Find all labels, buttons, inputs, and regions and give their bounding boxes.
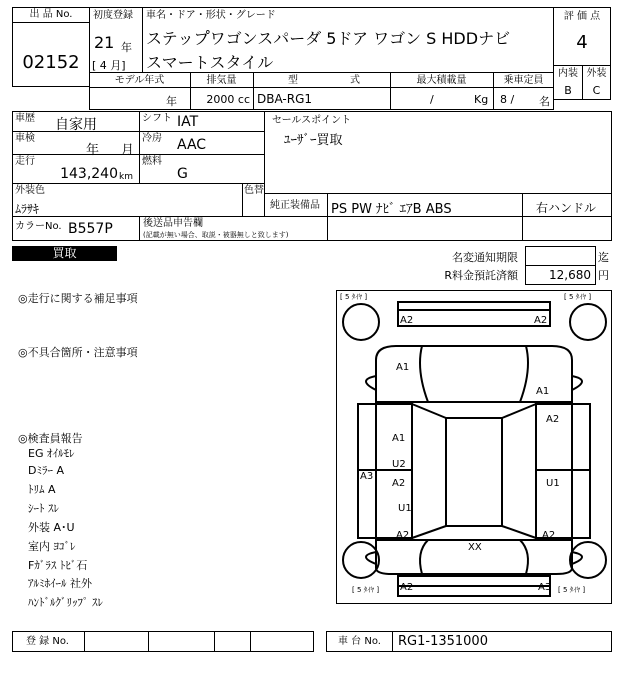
mark-front-bumper-left: A2	[400, 315, 414, 326]
inspector-title: ◎検査員報告	[18, 432, 83, 445]
color-label: 外装色	[15, 185, 45, 196]
inspector-item: 室内 ﾖｺﾞﾚ	[28, 540, 76, 553]
wheel-rear-right	[570, 542, 606, 578]
inspector-item: Fｶﾞﾗｽ ﾄﾋﾞ石	[28, 559, 88, 572]
first-reg-label: 初度登録	[93, 10, 133, 21]
color-value: ﾑﾗｻｷ	[15, 202, 40, 216]
recycle-unit: 円	[598, 269, 609, 282]
equip-divider	[522, 193, 523, 217]
inspection-label: 車検	[15, 133, 35, 144]
lot-no-label: 出 品 No.	[29, 9, 73, 20]
inspection-month-unit: 月	[121, 143, 135, 158]
ac-value: AAC	[177, 137, 207, 153]
color-no-value: B557P	[68, 221, 113, 237]
car-name-line1: ステップ゚ワゴンスパーダ 5ドア ワゴン S HDDナビ	[146, 29, 511, 48]
post-send-label: 後送品申告欄	[143, 218, 203, 229]
displacement-label: 排気量	[206, 75, 237, 86]
roof-shape	[446, 418, 502, 526]
mark-left-side: A3	[360, 471, 374, 482]
driving-notes-title: ◎走行に関する補足事項	[18, 292, 138, 305]
buy-badge: 買取	[12, 246, 117, 261]
max-load-value: /	[430, 93, 434, 106]
mark-left-front-door: U2	[392, 459, 406, 470]
mileage-value: 143,240	[60, 166, 118, 182]
recycle-label: R料金預託済額	[444, 269, 518, 282]
color-divider	[242, 183, 243, 217]
post-send-extra-1	[327, 216, 523, 241]
inspector-item: ｱﾙﾐﾎｲｰﾙ 社外	[28, 577, 92, 590]
mark-left-quarter: A2	[396, 530, 410, 541]
tire-label-bl: [ 5 ﾀｲﾔ ]	[352, 586, 380, 594]
defects-title: ◎不具合箇所・注意事項	[18, 346, 138, 359]
car-name-line2: スマートスタイル	[146, 53, 274, 72]
capacity-value: 8 /	[500, 93, 515, 106]
name-change-box	[525, 246, 596, 266]
name-change-label: 名変通知期限	[452, 251, 518, 264]
capacity-unit: 名	[539, 95, 550, 108]
first-reg-year-unit: 年	[121, 41, 132, 54]
max-load-unit: Kg	[474, 93, 489, 106]
wheel-front-right	[570, 304, 606, 340]
wheel-rear-left	[343, 542, 379, 578]
name-change-unit: 迄	[598, 251, 609, 264]
mark-front-fender-right: A1	[536, 386, 550, 397]
mark-right-front-door: A2	[546, 414, 560, 425]
inspector-item: 外装 A･U	[28, 521, 75, 534]
post-send-note: (記載が無い場合、取説・被器無しと致します)	[143, 231, 289, 239]
equipment-label: 純正装備品	[270, 200, 320, 211]
ac-label: 冷房	[142, 133, 162, 144]
mark-roof-rear: XX	[468, 542, 482, 553]
tire-label-tr: [ 5 ﾀｲﾔ ]	[564, 293, 592, 301]
color-change-label: 色替	[244, 185, 264, 196]
history-label: 車歴	[15, 113, 35, 124]
car-name-label: 車名・ドア・形状・グレード	[146, 10, 276, 21]
shift-label: シフト	[142, 113, 172, 124]
mark-front-bumper-right: A2	[534, 315, 548, 326]
chassis-label: 車 台 No.	[338, 636, 381, 647]
inspector-item: ﾄﾘﾑ A	[28, 483, 56, 496]
shift-value: IAT	[177, 114, 199, 130]
reg-no-label: 登 録 No.	[26, 636, 69, 647]
color-no-label: カラーNo.	[15, 221, 62, 232]
equipment-value: PS PW ﾅﾋﾞ ｴｱB ABS	[331, 202, 452, 217]
reg-no-divider	[84, 631, 85, 652]
front-bumper-shape	[398, 302, 550, 326]
mark-front-fender-left: A1	[396, 362, 410, 373]
grade-label: 評 価 点	[563, 11, 601, 22]
reg-no-divider	[214, 631, 215, 652]
history-value: 自家用	[55, 117, 97, 133]
first-reg-year: 21	[94, 33, 115, 52]
reg-no-divider	[148, 631, 149, 652]
sales-point-label: セールスポイント	[272, 115, 352, 126]
first-reg-month: [ 4 月]	[92, 59, 126, 72]
type-label-2: 式	[350, 75, 360, 86]
model-year-label: モデル年式	[114, 75, 165, 86]
displacement-value: 2000 cc	[206, 93, 250, 106]
grade-value: 4	[576, 32, 588, 53]
type-label: 型	[288, 75, 298, 86]
post-send-extra-2	[522, 216, 612, 241]
inspector-item: ﾊﾝﾄﾞﾙｸﾞﾘｯﾌﾟ ｽﾚ	[28, 596, 103, 609]
inspector-item: ｼｰﾄ ｽﾚ	[28, 502, 59, 515]
mark-rear-bumper-right: A3	[538, 582, 552, 593]
mark-right-quarter: A2	[542, 530, 556, 541]
interior-value: B	[564, 84, 572, 97]
model-year-unit: 年	[166, 95, 177, 108]
fuel-label: 燃料	[142, 156, 162, 167]
sales-point-value: ﾕｰｻﾞｰ買取	[284, 133, 343, 148]
interior-label: 内装	[558, 68, 578, 79]
capacity-label: 乗車定員	[503, 75, 544, 86]
fuel-value: G	[177, 166, 188, 182]
wheel-front-left	[343, 304, 379, 340]
mileage-unit: km	[119, 172, 133, 182]
spec-divider	[253, 72, 254, 110]
mark-hood: A1	[392, 433, 406, 444]
exterior-label: 外装	[586, 68, 607, 79]
mark-rear-bumper-left: A2	[400, 582, 414, 593]
handle-value: 右ハンドル	[536, 201, 597, 215]
lot-no: 02152	[22, 52, 80, 73]
mileage-label: 走行	[15, 156, 35, 167]
mark-right-rear-door: U1	[546, 478, 560, 489]
tire-label-br: [ 5 ﾀｲﾔ ]	[558, 586, 586, 594]
tire-label-tl: [ 5 ﾀｲﾔ ]	[340, 293, 368, 301]
max-load-label: 最大積載量	[416, 75, 467, 86]
car-diagram	[336, 290, 612, 604]
chassis-divider	[392, 631, 393, 652]
inspector-item: Dﾐﾗｰ A	[28, 464, 64, 477]
chassis-no: RG1-1351000	[398, 634, 488, 649]
inspector-item: EG ｵｲﾙﾓﾚ	[28, 447, 75, 460]
reg-no-divider	[250, 631, 251, 652]
mark-left-front-door-2: A2	[392, 478, 406, 489]
equip-divider	[327, 193, 328, 217]
recycle-value: 12,680	[549, 268, 591, 282]
type-value: DBA-RG1	[257, 92, 313, 106]
color-box	[12, 183, 265, 217]
mark-left-rear-door: U1	[398, 503, 412, 514]
inspection-year-unit: 年	[86, 143, 100, 158]
exterior-value: C	[592, 84, 601, 97]
